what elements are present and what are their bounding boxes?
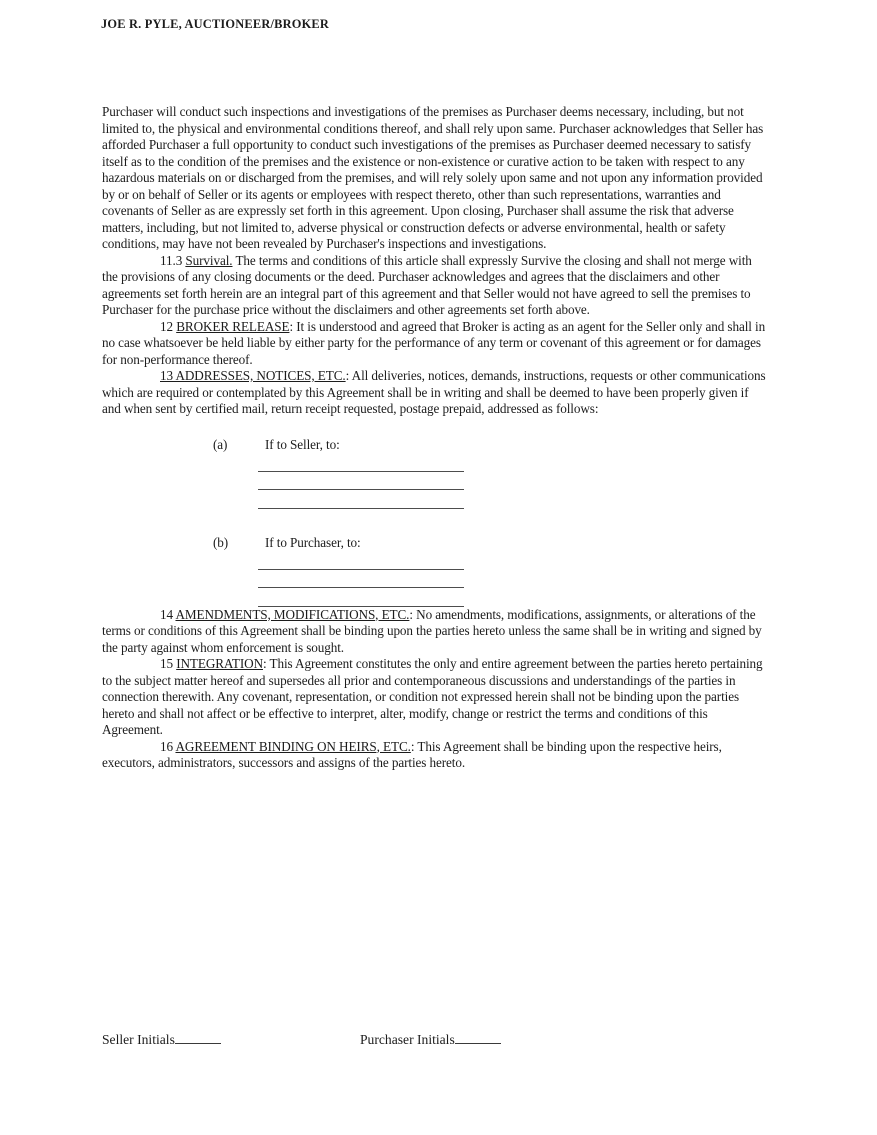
section-body: : All deliveries, notices, demands, instructions, requests or other communications which are required or contemplated by this Agreement shall be in writing and shall be deemed to have been properly given if and when sent by certified mail, return receipt requested, postage prepaid, addressed as follows: xyxy=(102,368,766,416)
section-heading: AMENDMENTS, MODIFICATIONS, ETC. xyxy=(175,606,410,622)
section-number: 12 xyxy=(160,318,177,334)
section-heading: BROKER RELEASE xyxy=(176,318,290,334)
notice-head xyxy=(102,535,768,552)
section-heading: 13 ADDRESSES, NOTICES, ETC. xyxy=(160,368,346,383)
notice-marker-a: (a) xyxy=(213,436,228,452)
seller-address-blank-line-2[interactable] xyxy=(258,472,464,491)
section-number: 11.3 xyxy=(160,252,186,268)
section-body: : This Agreement shall be binding upon the respective heirs, executors, administrators, successors and assigns of the parties hereto. xyxy=(102,738,722,770)
purchaser-address-blank-line-1[interactable] xyxy=(258,551,464,570)
section-body: : No amendments, modifications, assignments, or alterations of the terms or conditions of this Agreement shall be binding upon the parties hereto unless the same shall be in writing and signed by the party against whom enforcement is sought. xyxy=(102,606,762,655)
notice-label-seller: If to Seller, to: xyxy=(265,436,340,452)
section-body: The terms and conditions of this article shall expressly Survive the closing and shall not merge with the provisions of any closing documents or the deed. Purchaser acknowledges and agrees that the disclaimers and other agreements set forth herein are an integral part of this agreement and that Seller would not have agreed to sell the premises to Purchaser for the purchase price without the disclaimers and other agreements set forth above. xyxy=(102,252,752,317)
seller-initials-blank[interactable] xyxy=(175,1029,221,1044)
section-number: 15 xyxy=(160,656,177,671)
section-body: : It is understood and agreed that Broker is acting as an agent for the Seller only and shall in no case whatsoever be held liable by either party for the performance of any term or covenant of this agreement or for damages for non-performance thereof. xyxy=(102,318,766,367)
initials-footer xyxy=(102,1029,768,1051)
purchaser-address-blank-line-2[interactable] xyxy=(258,570,464,589)
document-body xyxy=(102,104,768,772)
section-13-addresses-notices xyxy=(102,368,768,418)
section-body: : This Agreement constitutes the only and entire agreement between the parties hereto pertaining to the subject matter hereof and supersedes all prior and contemporaneous discussions and understandings of the parties in connection therewith. Any covenant, representation, or condition not expressed herein shall not be binding upon the parties hereto and shall not affect or be effective to interpret, alter, modify, change or restrict the terms and conditions of this Agreement. xyxy=(102,656,763,737)
section-14-amendments xyxy=(102,607,768,657)
notice-marker-b: (b) xyxy=(213,534,229,550)
purchaser-initials-blank[interactable] xyxy=(455,1029,501,1044)
notice-head xyxy=(102,437,768,454)
notice-address-purchaser xyxy=(102,535,768,607)
section-12-broker-release xyxy=(102,319,768,369)
notice-address-seller xyxy=(102,437,768,509)
section-11-3-survival xyxy=(102,253,768,319)
section-number: 16 xyxy=(160,738,176,754)
section-16-binding-on-heirs xyxy=(102,739,768,772)
page-header-title: JOE R. PYLE, AUCTIONEER/BROKER xyxy=(101,17,330,31)
purchaser-address-blank-line-3[interactable] xyxy=(258,588,464,607)
section-heading: Survival. xyxy=(185,252,233,268)
section-heading: AGREEMENT BINDING ON HEIRS, ETC. xyxy=(175,738,411,754)
section-15-integration xyxy=(102,656,768,739)
intro-paragraph: Purchaser will conduct such inspections and investigations of the premises as Purchaser deems necessary, including, but not limited to, the physical and environmental conditions thereof, and shall rely upon same. Purchaser acknowledges that Seller has afforded Purchaser a full opportunity to conduct such investigations of the premises as Purchaser deemed necessary to satisfy itself as to the condition of the premises and the existence or non-existence or curative action to be taken with respect to any hazardous materials on or discharged from the premises, and will rely solely upon same and not upon any information provided by or on behalf of Seller or its agents or employees with respect thereto, other than such representations, warranties and covenants of Seller as are expressly set forth in this agreement. Upon closing, Purchaser shall assume the risk that adverse matters, including, but not limited to, adverse physical or construction defects or adverse environmental, health or safety conditions, may have not been revealed by Purchaser's inspections and investigations. xyxy=(102,104,764,251)
section-heading: INTEGRATION xyxy=(176,656,263,671)
section-number: 14 xyxy=(160,606,176,622)
seller-initials-row xyxy=(102,1029,221,1048)
purchaser-initials-label: Purchaser Initials xyxy=(360,1032,455,1047)
purchaser-initials-row xyxy=(360,1029,501,1048)
notice-label-purchaser: If to Purchaser, to: xyxy=(265,534,361,550)
seller-initials-label: Seller Initials xyxy=(102,1032,175,1047)
seller-address-blank-line-1[interactable] xyxy=(258,453,464,472)
seller-address-blank-line-3[interactable] xyxy=(258,490,464,509)
